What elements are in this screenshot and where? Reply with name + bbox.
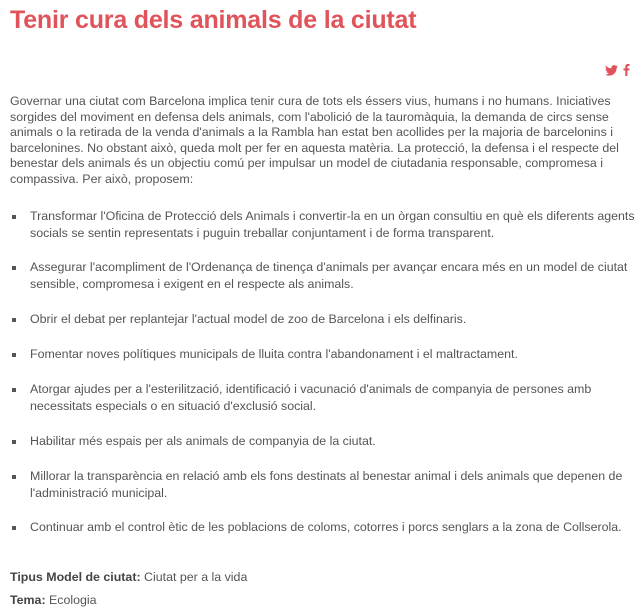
- facebook-icon[interactable]: [623, 64, 630, 76]
- list-item: [10, 468, 635, 502]
- list-item: [10, 519, 635, 536]
- model-label: Tipus Model de ciutat:: [10, 570, 141, 584]
- list-item: [10, 433, 635, 450]
- twitter-icon[interactable]: [605, 65, 618, 76]
- list-item-text: Obrir el debat per replantejar l'actual model de zoo de Barcelona i els delfinaris.: [30, 312, 467, 326]
- bullet: [12, 215, 16, 219]
- tema-label: Tema:: [10, 593, 46, 607]
- list-item-text: Assegurar l'acompliment de l'Ordenança de tinença d'animals per avançar encara més en un model de ciutat sensible, compromesa i exigent en el respecte als animals.: [30, 260, 628, 291]
- list-item: [10, 259, 635, 293]
- list-item-text: Fomentar noves polítiques municipals de lluita contra l'abandonament i el maltractament.: [30, 347, 518, 361]
- tema-value: Ecologia: [49, 593, 97, 607]
- list-item: [10, 381, 635, 415]
- list-item: [10, 208, 635, 242]
- model-value: Ciutat per a la vida: [144, 570, 248, 584]
- list-item: [10, 311, 635, 328]
- list-item: [10, 346, 635, 363]
- bullet: [12, 353, 16, 357]
- tema-meta: [10, 593, 97, 607]
- bullet: [12, 266, 16, 270]
- proposal-list: [10, 208, 635, 536]
- page-title: Tenir cura dels animals de la ciutat: [10, 6, 417, 34]
- list-item-text: Transformar l'Oficina de Protecció dels Animals i convertir-la en un òrgan consultiu en què els diferents agents socials se sentin representats i puguin treballar conjuntament i de forma transparent.: [30, 209, 635, 240]
- list-item-text: Continuar amb el control ètic de les poblacions de coloms, cotorres i porcs senglars a la zona de Collserola.: [30, 520, 622, 534]
- intro-paragraph: Governar una ciutat com Barcelona implica tenir cura de tots els éssers vius, humans i no humans. Iniciatives sorgides del moviment en defensa dels animals, com l'abolició de la tauromàquia, la demanda de circs sense animals o la retirada de la venda d'animals a la Rambla han estat ben acollides per la majoria de barcelonins i barcelonines. No obstant això, queda molt per fer en aquesta matèria. La protecció, la defensa i el respecte del benestar dels animals és un objectiu comú per impulsar un model de ciutadania responsable, compromesa i compassiva. Per això, proposem:: [10, 94, 619, 186]
- bullet: [12, 475, 16, 479]
- list-item-text: Millorar la transparència en relació amb els fons destinats al benestar animal i dels animals que depenen de l'administració municipal.: [30, 469, 623, 500]
- model-meta: [10, 570, 247, 584]
- bullet: [12, 526, 16, 530]
- list-item-text: Habilitar més espais per als animals de companyia de la ciutat.: [30, 434, 376, 448]
- bullet: [12, 388, 16, 392]
- bullet: [12, 318, 16, 322]
- list-item-text: Atorgar ajudes per a l'esterilització, identificació i vacunació d'animals de companyia de persones amb necessitats especials o en situació d'exclusió social.: [30, 382, 592, 413]
- social-share: [605, 64, 630, 76]
- bullet: [12, 440, 16, 444]
